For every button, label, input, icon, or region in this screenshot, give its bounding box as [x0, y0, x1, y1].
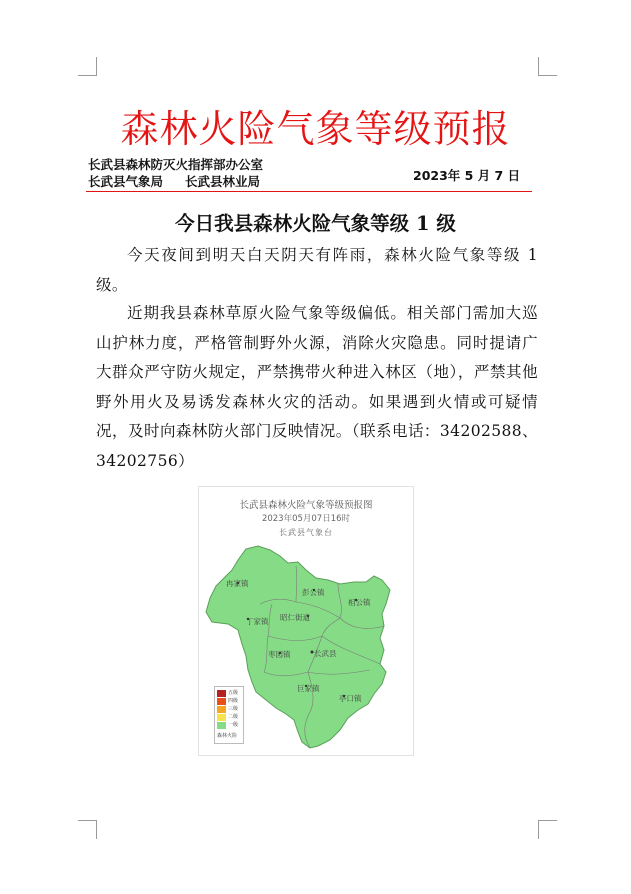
- legend-label: 五级: [228, 690, 239, 696]
- legend-label: 三级: [228, 706, 239, 712]
- map-source: 长武县气象台: [279, 528, 333, 537]
- forecast-paragraph: 今天夜间到明天白天阴天有阵雨，森林火险气象等级 1 级。: [96, 246, 538, 294]
- town-label-changwu: 长武县: [314, 649, 337, 658]
- legend-caption: 森林火险: [217, 733, 238, 739]
- advisory-paragraph: 近期我县森林草原火险气象等级偏低。相关部门需加大巡山护林力度，严格管制野外火源，消除火灾隐患。同时提请广大群众严守防火规定，严禁携带火种进入林区（地），严禁其他野外用火及易诱发森林火灾的活动。如果遇到火情或可疑情况，及时向森林防火部门反映情况。（联系电话：34202588、34202756）: [96, 304, 538, 470]
- legend-item: [217, 714, 241, 721]
- issuer-line-2: [88, 172, 260, 190]
- document-title: 森林火险气象等级预报: [120, 107, 511, 151]
- legend-swatch-level-4: [217, 698, 226, 705]
- crop-mark-top-right: [538, 57, 557, 76]
- legend-item: [217, 698, 241, 705]
- header-divider: [86, 191, 532, 192]
- town-label-penggong: 彭公镇: [302, 588, 325, 597]
- issuer-forestry-bureau: 长武县林业局: [185, 174, 261, 189]
- legend-item: [217, 722, 241, 729]
- legend-swatch-level-2: [217, 714, 226, 721]
- forecast-headline: 今日我县森林火险气象等级 1 级: [175, 212, 456, 235]
- legend-swatch-level-1: [217, 722, 226, 729]
- map-time: 2023年05月07日16时: [261, 514, 351, 524]
- issue-date: 2023年 5 月 7 日: [413, 168, 521, 183]
- crop-mark-top-left: [78, 57, 97, 76]
- legend-label: 四级: [228, 698, 239, 704]
- legend-swatch-level-5: [217, 690, 226, 697]
- map-title: 长武县森林火险气象等级预报图: [239, 500, 373, 511]
- issuer-line-1: 长武县森林防灭火指挥部办公室: [88, 157, 264, 172]
- map-legend: [214, 686, 244, 744]
- town-label-jujia: 巨家镇: [297, 684, 320, 693]
- legend-item: [217, 690, 241, 697]
- town-label-ranjia: 冉家镇: [226, 579, 249, 588]
- town-label-dingjia: 丁家镇: [246, 617, 269, 626]
- town-label-xianggong: 相公镇: [348, 598, 371, 607]
- town-label-tingkou: 亭口镇: [339, 694, 362, 703]
- legend-label: 二级: [228, 714, 239, 720]
- crop-mark-bottom-right: [538, 820, 557, 839]
- crop-mark-bottom-left: [78, 820, 97, 839]
- town-label-zhaoren: 昭仁街道: [280, 613, 310, 622]
- issuer-weather-bureau: 长武县气象局: [88, 174, 164, 189]
- legend-swatch-level-3: [217, 706, 226, 713]
- town-label-zaoyuan: 枣园镇: [268, 650, 291, 659]
- legend-label: 一级: [228, 722, 239, 728]
- legend-item: [217, 706, 241, 713]
